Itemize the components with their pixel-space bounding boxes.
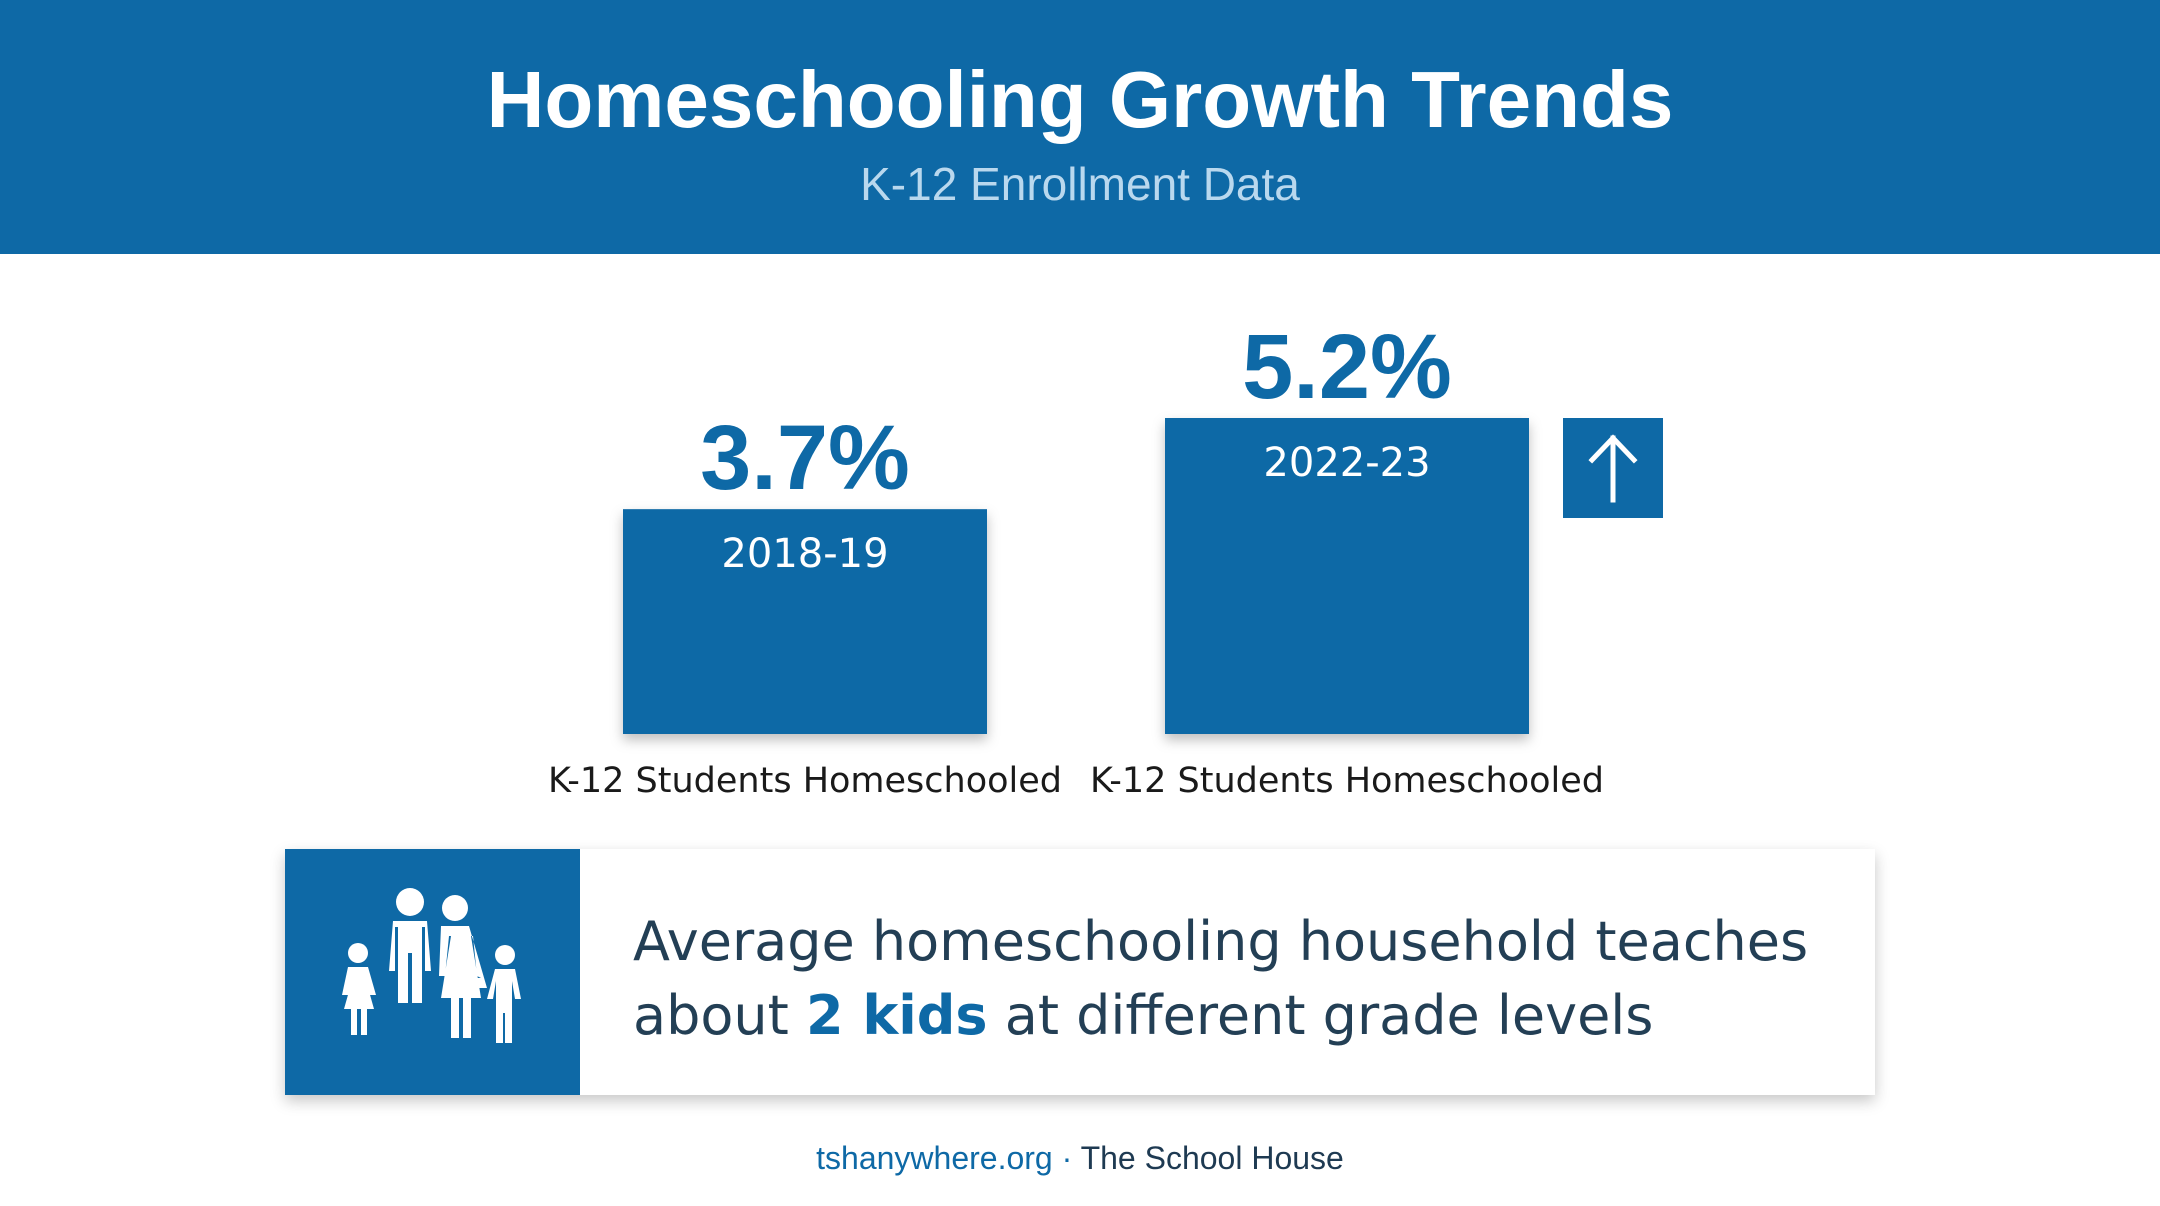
info-text: [633, 905, 1833, 1053]
bar-value-label: 5.2%: [1242, 316, 1452, 418]
arrow-up-indicator: [1563, 418, 1663, 518]
info-text-line1: Average homeschooling household teaches: [633, 910, 1809, 973]
page-subtitle: K-12 Enrollment Data: [860, 158, 1300, 210]
page-title: Homeschooling Growth Trends: [486, 55, 1674, 144]
bar-value-label: 3.7%: [700, 407, 910, 510]
family-icon-box: [285, 849, 580, 1095]
bar-axis-label: K-12 Students Homeschooled: [1089, 761, 1605, 801]
footer-site-link[interactable]: tshanywhere.org: [816, 1140, 1053, 1176]
footer-org: The School House: [1080, 1140, 1344, 1176]
info-text-suffix: at different grade levels: [987, 984, 1654, 1047]
info-card: [285, 849, 1875, 1095]
bar-category-label: 2018-19: [721, 531, 889, 578]
footer: [0, 1138, 2160, 1178]
bar-chart: [0, 254, 2160, 814]
footer-separator: ·: [1052, 1140, 1081, 1176]
header-banner: [0, 0, 2160, 254]
bar-category-label: 2022-23: [1263, 440, 1431, 486]
info-text-prefix: about: [633, 984, 806, 1047]
info-highlight: 2 kids: [805, 984, 988, 1047]
bar-axis-label: K-12 Students Homeschooled: [547, 761, 1063, 801]
info-text-line2: [633, 979, 1833, 1053]
family-icon: [285, 849, 580, 1095]
